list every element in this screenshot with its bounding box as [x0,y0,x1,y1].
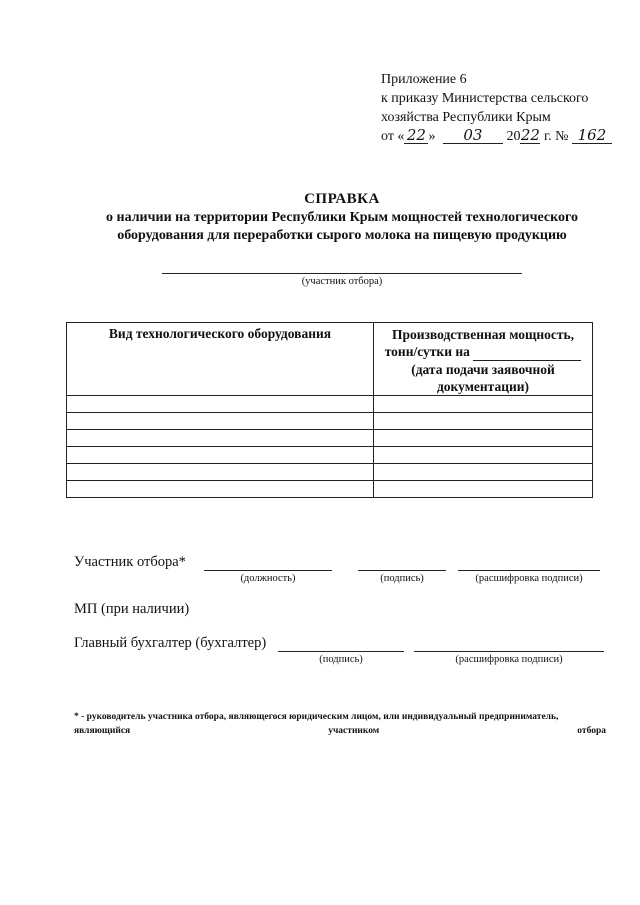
table-row [67,396,593,413]
equipment-table [66,322,593,498]
capacity-header-line-3: (дата подачи заявочной [411,362,555,377]
footnote-word-1: являющийся [74,726,131,736]
participant-caption: (участник отбора) [301,276,383,287]
table-row [67,447,593,464]
decode-caption: (расшифровка подписи) [475,573,583,584]
document-subtitle [60,209,624,245]
sign-line [358,570,446,571]
table-header-row [67,323,593,396]
accountant-decode-caption: (расшифровка подписи) [455,654,563,665]
position-caption: (должность) [240,573,296,584]
date-year: 22 [520,126,540,144]
column-header-equipment: Вид технологического оборудования [67,323,374,396]
year-prefix: 20 [506,129,521,144]
year-word: г. № [543,129,569,144]
decode-line [458,570,600,571]
footnote-line-1: * - руководитель участника отбора, являющегося юридическим лицом, или индивидуальный предприниматель, [74,712,559,722]
order-number: 162 [572,127,612,144]
document-title: СПРАВКА [304,191,380,207]
appendix-line-3: хозяйства Республики Крым [381,110,551,125]
capacity-header-line-4: документации) [436,379,530,394]
table-cell[interactable] [374,447,593,464]
table-cell[interactable] [374,430,593,447]
appendix-block [381,70,612,146]
table-cell[interactable] [374,396,593,413]
accountant-label: Главный бухгалтер (бухгалтер) [74,635,267,651]
footnote-word-2: участником [328,726,380,736]
capacity-header-unit: тонн/сутки на [384,344,470,359]
table-cell[interactable] [67,396,374,413]
table-row [67,413,593,430]
participant-line [162,273,522,274]
date-sep: » [428,129,436,144]
date-day: 22 [404,127,428,144]
stamp-label: МП (при наличии) [74,601,190,617]
subtitle-line-2: оборудования для переработки сырого молока на пищевую продукцию [117,228,567,243]
accountant-sign-caption: (подпись) [319,654,363,665]
table-cell[interactable] [67,447,374,464]
footnote-line-2 [74,726,606,736]
table-row [67,464,593,481]
table-cell[interactable] [67,430,374,447]
date-prefix: от « [381,129,405,144]
accountant-decode-line [414,651,604,652]
table-row [67,430,593,447]
table-cell[interactable] [67,481,374,498]
position-line [204,570,332,571]
footnote-word-3: отбора [577,726,606,736]
table-cell[interactable] [374,481,593,498]
sign-caption: (подпись) [380,573,424,584]
capacity-header-line-2 [374,343,592,361]
subtitle-line-1: о наличии на территории Республики Крым мощностей технологического [106,210,578,225]
participant-label: Участник отбора* [74,554,186,570]
capacity-header-line-1: Производственная мощность, [391,327,575,342]
column-header-capacity [374,323,593,396]
table-cell[interactable] [67,464,374,481]
appendix-line-2: к приказу Министерства сельского [381,91,589,106]
appendix-line-1: Приложение 6 [381,72,467,87]
appendix-date-line [381,127,612,146]
table-cell[interactable] [67,413,374,430]
table-cell[interactable] [374,413,593,430]
capacity-date-blank [473,344,581,361]
table-cell[interactable] [374,464,593,481]
accountant-sign-line [278,651,404,652]
date-month: 03 [443,127,503,144]
table-row [67,481,593,498]
